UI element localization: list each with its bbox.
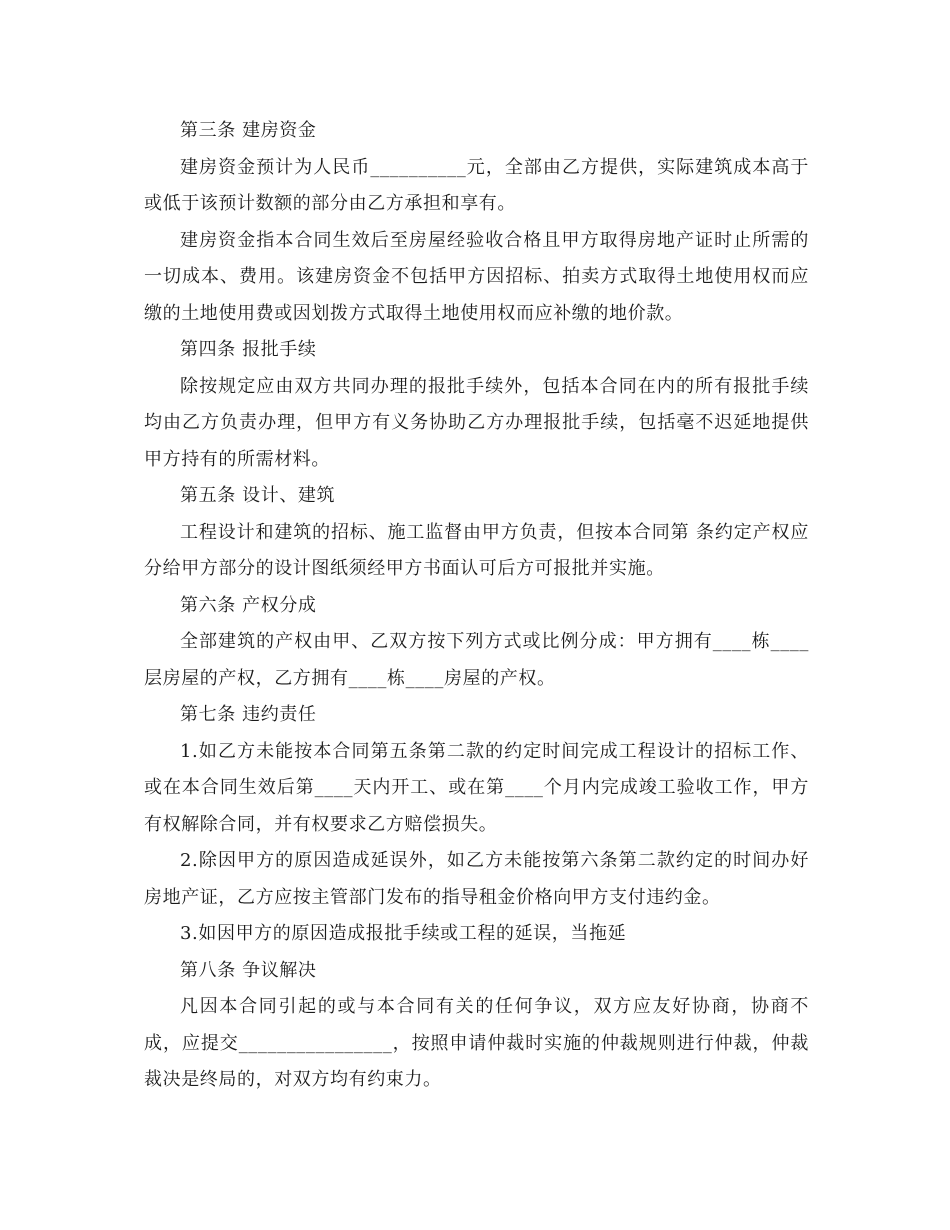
article-5-paragraph: 工程设计和建筑的招标、施工监督由甲方负责，但按本合同第 条约定产权应分给甲方部分的设计图纸须经甲方书面认可后方可报批并实施。: [144, 521, 809, 579]
article-8-heading: 第八条 争议解决: [180, 959, 317, 981]
article-7-clause-3: 3.如因甲方的原因造成报批手续或工程的延误，当拖延: [180, 923, 627, 944]
document-body: [144, 113, 809, 1099]
article-3-paragraph-2: 建房资金指本合同生效后至房屋经验收合格且甲方取得房地产证时止所需的一切成本、费用。该建房资金不包括甲方因招标、拍卖方式取得土地使用权而应缴的土地使用费或因划拨方式取得土地使用权而应补缴的地价款。: [144, 229, 809, 324]
article-3-paragraph-1: 建房资金预计为人民币__________元，全部由乙方提供，实际建筑成本高于或低于该预计数额的部分由乙方承担和享有。: [144, 156, 809, 214]
article-5-heading: 第五条 设计、建筑: [180, 485, 336, 506]
article-4-heading: 第四条 报批手续: [180, 339, 317, 360]
article-6-paragraph: 全部建筑的产权由甲、乙双方按下列方式或比例分成：甲方拥有____栋____层房屋的产权，乙方拥有____栋____房屋的产权。: [144, 631, 809, 689]
article-3-heading: 第三条 建房资金: [180, 120, 317, 141]
article-6-heading: 第六条 产权分成: [180, 594, 317, 616]
article-7-clause-2: 2.除因甲方的原因造成延误外，如乙方未能按第六条第二款约定的时间办好房地产证，乙方应按主管部门发布的指导租金价格向甲方支付违约金。: [144, 850, 809, 908]
article-7-clause-1: 1.如乙方未能按本合同第五条第二款的约定时间完成工程设计的招标工作、或在本合同生效后第____天内开工、或在第____个月内完成竣工验收工作，甲方有权解除合同，并有权要求乙方赔偿损失。: [144, 740, 809, 835]
article-4-paragraph: 除按规定应由双方共同办理的报批手续外，包括本合同在内的所有报批手续均由乙方负责办理，但甲方有义务协助乙方办理报批手续，包括毫不迟延地提供甲方持有的所需材料。: [144, 375, 809, 470]
article-8-paragraph: 凡因本合同引起的或与本合同有关的任何争议，双方应友好协商，协商不成，应提交________________，按照申请仲裁时实施的仲裁规则进行仲裁，仲裁裁决是终局的，对双方均有约束力。: [144, 996, 809, 1090]
article-7-heading: 第七条 违约责任: [180, 704, 317, 725]
